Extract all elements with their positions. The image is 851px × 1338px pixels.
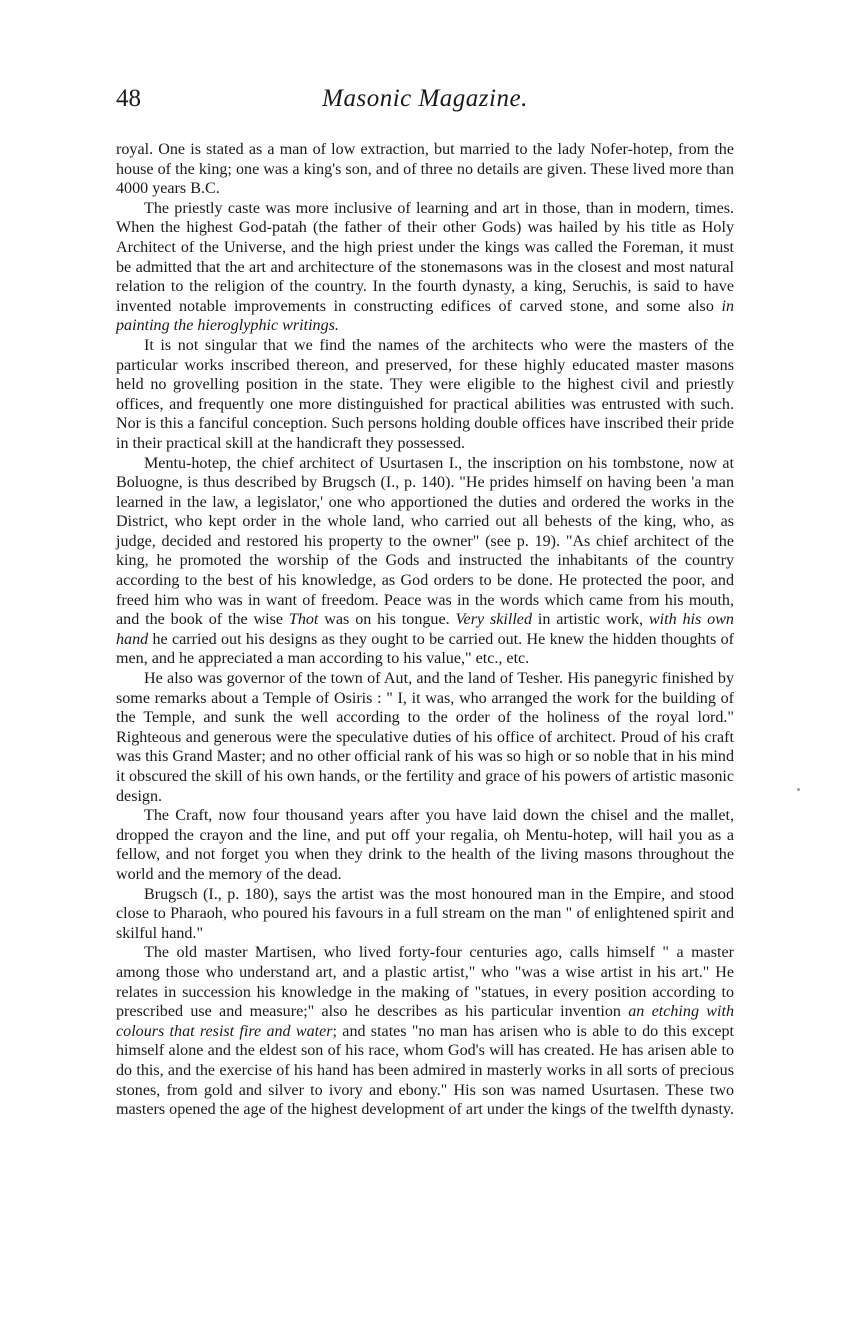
paragraph-4: Mentu-hotep, the chief architect of Usurtasen I., the inscription on his tombstone, now at Boluogne, is thus described by Brugsch (I., p. 140). "He prides himself on having been 'a man learned in the law, a legislator,' one who apportioned the duties and ordered the works in the District, who kept order in the whole land, who carried out all behests of the king, who, as judge, decided and restored his property to the owner" (see p. 19). "As chief architect of the king, he promoted the worship of the Gods and instructed the inhabitants of the country according to the best of his knowledge, as God orders to be done. He protected the poor, and freed him who was in want of freedom. Peace was in the words which came from his mouth, and the book of the wise Thot was on his tongue. Very skilled in artistic work, with his own hand he carried out his designs as they ought to be carried out. He knew the hidden thoughts of men, and he appreciated a man according to his value," etc., etc. <box>116 454 734 668</box>
very-skilled-italic: Very skilled <box>455 611 532 629</box>
paragraph-6: The Craft, now four thousand years after you have laid down the chisel and the mallet, dropped the crayon and the line, and put off your regalia, oh Mentu-hotep, will hail you as a fellow, and not forget you when they drink to the health of the living masons throughout the world and the memory of the dead. <box>116 807 734 883</box>
paragraph-8: The old master Martisen, who lived forty-four centuries ago, calls himself " a master among those who understand art, and a plastic artist," who "was a wise artist in his art." He relates in succession his knowledge in the making of "statues, in every position according to prescribed use and measure;" also he describes as his particular invention an etching with colours that resist fire and water; and states "no man has arisen who is able to do this except himself alone and the eldest son of his race, whom God's will has created. He has arisen able to do this, and the exercise of his hand has been admired in masterly works in all sorts of precious stones, from gold and silver to ivory and ebony." His son was named Usurtasen. These two masters opened the age of the highest development of art under the kings of the twelfth dynasty. <box>116 944 735 1119</box>
paragraph-8-text: The old master Martisen, who lived forty-four centuries ago, calls himself " a master among those who understand art, and a plastic artist," who "was a wise artist in his art." He relates in succession his knowledge in the making of "statues, in every position according to prescribed use and measure;" also he describes as his particular invention <box>116 944 734 1021</box>
thot-italic: Thot <box>288 611 319 629</box>
era-abbreviation: B.C. <box>190 180 220 198</box>
own-hand-italic: with his own hand <box>116 611 734 648</box>
paragraph-5: He also was governor of the town of Aut, and the land of Tesher. His panegyric finished by some remarks about a Temple of Osiris : " I, it was, who arranged the work for the building of the Temple, and sunk the well according to the order of the holiness of the royal lord." Righteous and generous were the speculative duties of his office of architect. Proud of his craft was this Grand Master; and no other official rank of his was so high or so noble that in his mind it obscured the skill of his own hands, or the fertility and grace of his powers of artistic masonic design. <box>116 670 734 805</box>
running-title: Masonic Magazine. <box>322 85 528 112</box>
page-header <box>116 84 734 124</box>
paragraph-3: It is not singular that we find the names of the architects who were the masters of the particular works inscribed thereon, and preserved, for these highly educated master masons held no grovelling position in the state. They were eligible to the highest civil and priestly offices, and frequently one more distinguished for practical abilities was entrusted with such. Nor is this a fanciful conception. Such persons holding double offices have inscribed their pride in their practical skill at the handicraft they possessed. <box>116 336 734 452</box>
paragraph-4-text: Mentu-hotep, the chief architect of Usurtasen I., the inscription on his tombstone, now at Boluogne, is thus described by Brugsch (I., p. 140). "He prides himself on having been 'a man learned in the law, a legislator,' one who apportioned the duties and ordered the works in the District, who kept order in the whole land, who carried out all behests of the king, who, as judge, decided and restored his property to the owner" (see p. 19). "As chief architect of the king, he promoted the worship of the Gods and instructed the inhabitants of the country according to the best of his knowledge, as God orders to be done. He protected the poor, and freed him who was in want of freedom. Peace was in the words which came from his mouth, and the book of the wise <box>116 454 734 629</box>
paragraph-1 <box>116 140 734 199</box>
paragraph-2 <box>116 199 734 336</box>
paragraph-7: Brugsch (I., p. 180), says the artist was the most honoured man in the Empire, and stood close to Pharaoh, who poured his favours in a full stream on the man " of enlightened spirit and skilful hand." <box>116 885 734 942</box>
page-number: 48 <box>116 85 141 112</box>
paragraph-2-text: The priestly caste was more inclusive of learning and art in those, than in modern, times. When the highest God-patah (the father of their other Gods) was hailed by his title as Holy Architect of the Universe, and the high priest under the kings was called the Foreman, it must be admitted that the art and architecture of the stonemasons was in the closest and most natural relation to the religion of the country. In the fourth dynasty, a king, Seruchis, is said to have invented notable improvements in constructing edifices of carved stone, and some also <box>116 199 734 315</box>
article-body <box>116 140 734 1120</box>
margin-speck <box>797 788 800 791</box>
paragraph-2-italic: in painting the hieroglyphic writings. <box>116 297 734 335</box>
paragraph-1-text: royal. One is stated as a man of low extraction, but married to the lady Nofer-hotep, from the house of the king; one was a king's son, and of three no details are given. These lived more than 4000 years <box>116 141 734 198</box>
etching-italic: an etching with colours that resist fire and water <box>116 1003 735 1040</box>
